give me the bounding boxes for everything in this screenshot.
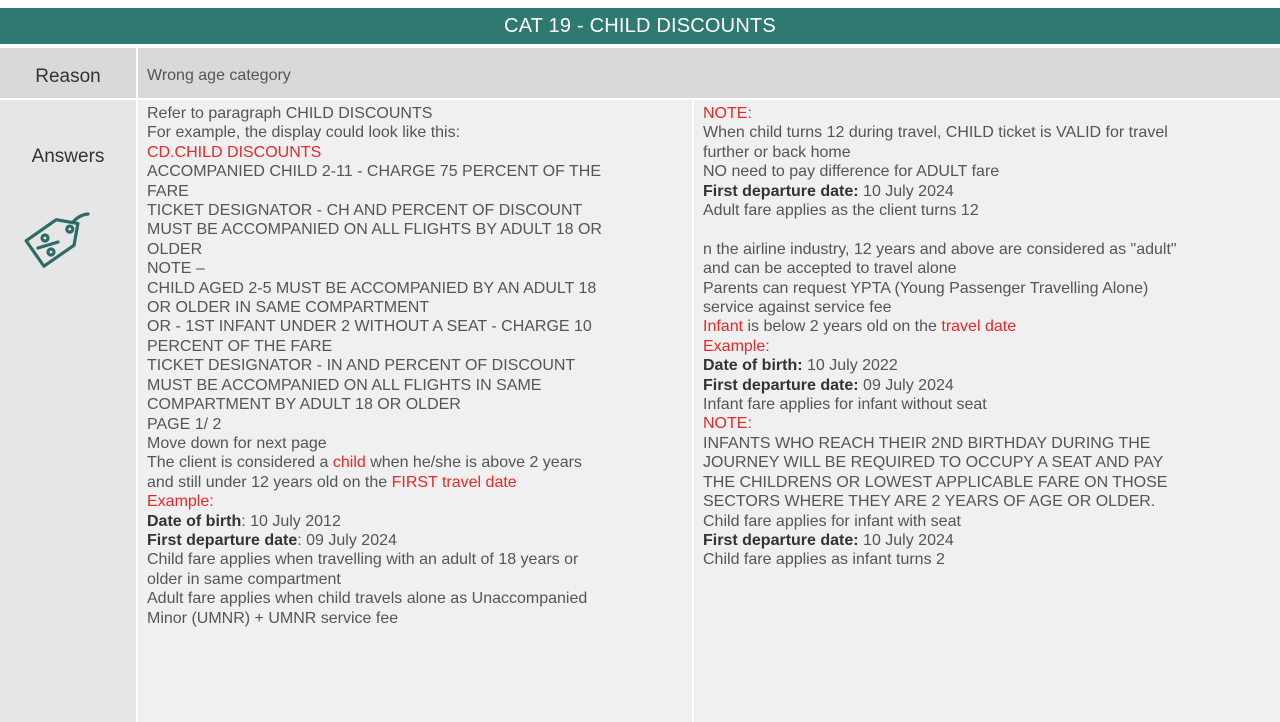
- text-line: Infant fare applies for infant without seat: [703, 396, 987, 414]
- answers-right-text: [703, 104, 1273, 570]
- text-line: [147, 512, 687, 531]
- highlight-first-travel: FIRST travel date: [391, 473, 517, 491]
- text-span: The client is considered a: [147, 454, 333, 472]
- text-line: TICKET DESIGNATOR - IN AND PERCENT OF DISCOUNT: [147, 357, 576, 375]
- text-line: Move down for next page: [147, 434, 327, 452]
- text-line: and can be accepted to travel alone: [703, 260, 957, 278]
- text-line: n the airline industry, 12 years and above are considered as "adult": [703, 240, 1177, 258]
- bold-label: First departure date:: [703, 182, 859, 200]
- text-line: NOTE –: [147, 260, 205, 278]
- text-line: ACCOMPANIED CHILD 2-11 - CHARGE 75 PERCENT OF THE: [147, 163, 602, 181]
- bold-label: First departure date:: [703, 376, 859, 394]
- text-line: [703, 376, 1273, 395]
- text-span: : 10 July 2012: [241, 512, 341, 530]
- text-span: 10 July 2024: [858, 531, 954, 549]
- text-span: 10 July 2024: [858, 182, 954, 200]
- text-line: TICKET DESIGNATOR - CH AND PERCENT OF DISCOUNT: [147, 202, 583, 220]
- text-line: [147, 453, 687, 472]
- text-line: CHILD AGED 2-5 MUST BE ACCOMPANIED BY AN ADULT 18: [147, 279, 597, 297]
- text-line: further or back home: [703, 143, 851, 161]
- reason-label: Reason: [35, 66, 101, 87]
- text-line: [703, 531, 1273, 550]
- bold-label: First departure date:: [703, 531, 859, 549]
- text-line: Child fare applies for infant with seat: [703, 512, 961, 530]
- reason-text: Wrong age category: [147, 67, 291, 84]
- highlight-infant: Infant: [703, 318, 744, 336]
- spacer: [703, 220, 1273, 239]
- text-line: OR - 1ST INFANT UNDER 2 WITHOUT A SEAT - CHARGE 10: [147, 318, 592, 336]
- text-line: [147, 531, 687, 550]
- text-line: Example:: [703, 337, 770, 355]
- highlight-travel-date: travel date: [941, 318, 1017, 336]
- answers-label-cell: [0, 100, 136, 722]
- text-line: PERCENT OF THE FARE: [147, 337, 333, 355]
- text-line: NOTE:: [703, 415, 752, 433]
- text-span: 09 July 2024: [858, 376, 954, 394]
- text-line: INFANTS WHO REACH THEIR 2ND BIRTHDAY DURING THE: [703, 434, 1151, 452]
- text-line: [703, 356, 1273, 375]
- text-line: PAGE 1/ 2: [147, 415, 222, 433]
- text-line: NOTE:: [703, 105, 752, 122]
- text-line: SECTORS WHERE THEY ARE 2 YEARS OF AGE OR OLDER.: [703, 493, 1156, 511]
- text-line: OR OLDER IN SAME COMPARTMENT: [147, 299, 430, 317]
- answers-label: Answers: [31, 146, 105, 167]
- text-line: Child fare applies as infant turns 2: [703, 551, 945, 569]
- bold-label: First departure date: [147, 531, 298, 549]
- answers-left-text: [147, 104, 687, 628]
- text-line: COMPARTMENT BY ADULT 18 OR OLDER: [147, 396, 461, 414]
- bold-label: Date of birth: [147, 512, 242, 530]
- text-span: and still under 12 years old on the: [147, 473, 392, 491]
- text-line: [703, 182, 1273, 201]
- text-line: MUST BE ACCOMPANIED ON ALL FLIGHTS IN SAME: [147, 376, 542, 394]
- text-line: OLDER: [147, 240, 203, 258]
- text-span: 10 July 2022: [802, 357, 898, 375]
- text-span: : 09 July 2024: [297, 531, 397, 549]
- text-line: JOURNEY WILL BE REQUIRED TO OCCUPY A SEAT AND PAY: [703, 454, 1164, 472]
- text-line: [703, 317, 1273, 336]
- text-line: THE CHILDRENS OR LOWEST APPLICABLE FARE ON THOSE: [703, 473, 1168, 491]
- reason-value-cell: [138, 48, 1280, 98]
- text-line: older in same compartment: [147, 570, 341, 588]
- text-line: For example, the display could look like this:: [147, 124, 461, 142]
- text-line: MUST BE ACCOMPANIED ON ALL FLIGHTS BY ADULT 18 OR: [147, 221, 602, 239]
- text-line: Minor (UMNR) + UMNR service fee: [147, 609, 399, 627]
- text-line: Refer to paragraph CHILD DISCOUNTS: [147, 105, 433, 122]
- text-line: Child fare applies when travelling with an adult of 18 years or: [147, 551, 579, 569]
- page-title: CAT 19 - CHILD DISCOUNTS: [0, 8, 1280, 44]
- text-line: FARE: [147, 182, 189, 200]
- text-line: When child turns 12 during travel, CHILD ticket is VALID for travel: [703, 124, 1168, 142]
- text-line: service against service fee: [703, 299, 892, 317]
- text-line: Adult fare applies when child travels alone as Unaccompanied: [147, 590, 588, 608]
- text-line: Parents can request YPTA (Young Passenger Travelling Alone): [703, 279, 1149, 297]
- highlight-child: child: [332, 454, 366, 472]
- discount-tag-icon: [18, 206, 94, 282]
- text-line: Adult fare applies as the client turns 12: [703, 202, 979, 220]
- bold-label: Date of birth:: [703, 357, 803, 375]
- text-line: CD.CHILD DISCOUNTS: [147, 143, 322, 161]
- text-line: Example:: [147, 493, 214, 511]
- text-span: is below 2 years old on the: [743, 318, 942, 336]
- text-line: [147, 473, 687, 492]
- text-span: when he/she is above 2 years: [365, 454, 582, 472]
- text-line: NO need to pay difference for ADULT fare: [703, 163, 1000, 181]
